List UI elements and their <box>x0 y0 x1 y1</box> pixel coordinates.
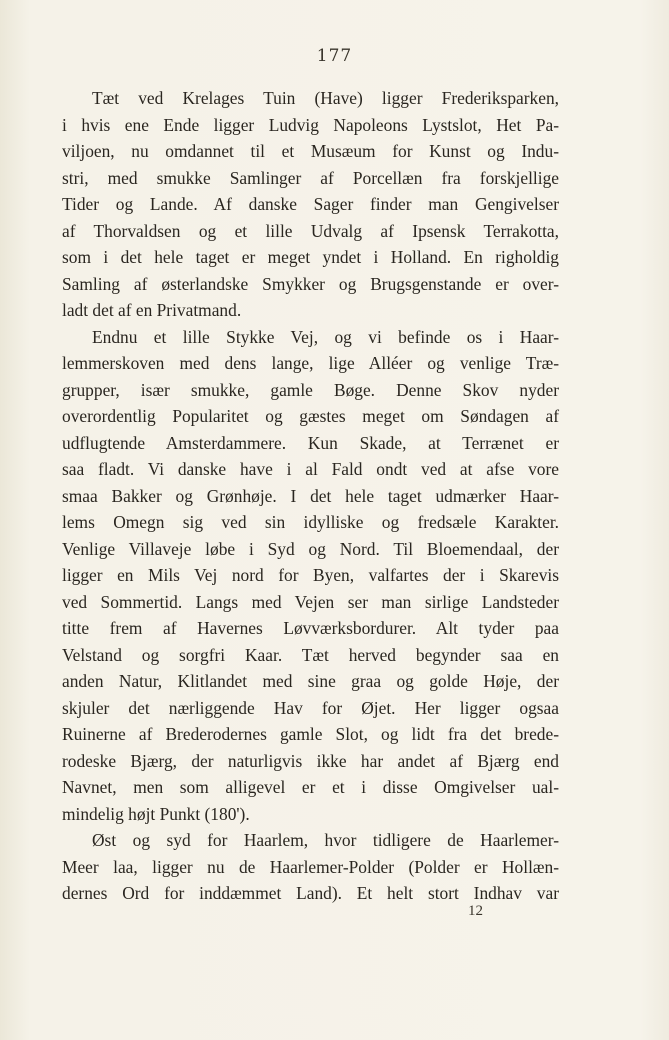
text-line: som i det hele taget er meget yndet i Holland. En righoldig <box>62 247 559 267</box>
text-line: rodeske Bjærg, der naturligvis ikke har andet af Bjærg end <box>62 750 559 771</box>
text-line: dernes Ord for inddæmmet Land). Et helt stort Indhav var <box>62 883 559 903</box>
text-line: Navnet, men som alligevel er et i disse Omgivelser ual- <box>62 777 559 797</box>
text-line: i hvis ene Ende ligger Ludvig Napoleons Lystslot, Het Pa- <box>62 114 559 135</box>
text-line: ligger en Mils Vej nord for Byen, valfartes der i Skarevis <box>62 565 559 585</box>
text-line: overordentlig Popularitet og gæstes meget om Søndagen af <box>62 406 559 426</box>
text-line: Meer laa, ligger nu de Haarlemer-Polder (Polder er Hollæn- <box>62 856 559 877</box>
text-line: Øst og syd for Haarlem, hvor tidligere de Haarlemer- <box>92 830 559 850</box>
signature-mark: 12 <box>468 903 483 919</box>
text-line: Tider og Lande. Af danske Sager finder man Gengivelser <box>62 194 559 214</box>
text-line: skjuler det nærliggende Hav for Øjet. Her ligger ogsaa <box>62 697 559 718</box>
text-line: lemmerskoven med dens lange, lige Alléer og venlige Træ- <box>62 353 559 373</box>
text-line: Samling af østerlandske Smykker og Brugsgenstande er over- <box>62 273 559 294</box>
text-line: af Thorvaldsen og et lille Udvalg af Ipsensk Terrakotta, <box>62 220 559 241</box>
text-line: ladt det af en Privatmand. <box>62 300 242 320</box>
text-line: Ruinerne af Brederodernes gamle Slot, og lidt fra det brede- <box>62 724 559 744</box>
text-line: mindelig højt Punkt (180'). <box>62 803 250 824</box>
page-number: 177 <box>316 46 353 66</box>
text-line: Venlige Villaveje løbe i Syd og Nord. Til Bloemendaal, der <box>62 538 559 559</box>
text-line: grupper, især smukke, gamle Bøge. Denne Skov nyder <box>62 379 559 400</box>
text-line: Tæt ved Krelages Tuin (Have) ligger Frederiksparken, <box>92 88 559 108</box>
text-line: smaa Bakker og Grønhøje. I det hele taget udmærker Haar- <box>62 485 559 506</box>
text-line: saa fladt. Vi danske have i al Fald ondt ved at afse vore <box>62 459 559 479</box>
text-line: ved Sommertid. Langs med Vejen ser man sirlige Landsteder <box>62 591 559 612</box>
body-text <box>62 85 559 907</box>
text-line: stri, med smukke Samlinger af Porcellæn fra forskjellige <box>62 167 559 188</box>
text-line: Velstand og sorgfri Kaar. Tæt herved begynder saa en <box>62 644 559 665</box>
text-line: lems Omegn sig ved sin idylliske og fredsæle Karakter. <box>62 512 559 532</box>
text-line: titte frem af Havernes Løvværksbordurer. Alt tyder paa <box>62 618 559 638</box>
text-line: Endnu et lille Stykke Vej, og vi befinde os i Haar- <box>92 326 559 347</box>
text-line: viljoen, nu omdannet til et Musæum for Kunst og Indu- <box>62 141 559 161</box>
text-line: udflugtende Amsterdammere. Kun Skade, at Terrænet er <box>62 432 559 453</box>
text-line: anden Natur, Klitlandet med sine graa og golde Høje, der <box>62 671 559 691</box>
